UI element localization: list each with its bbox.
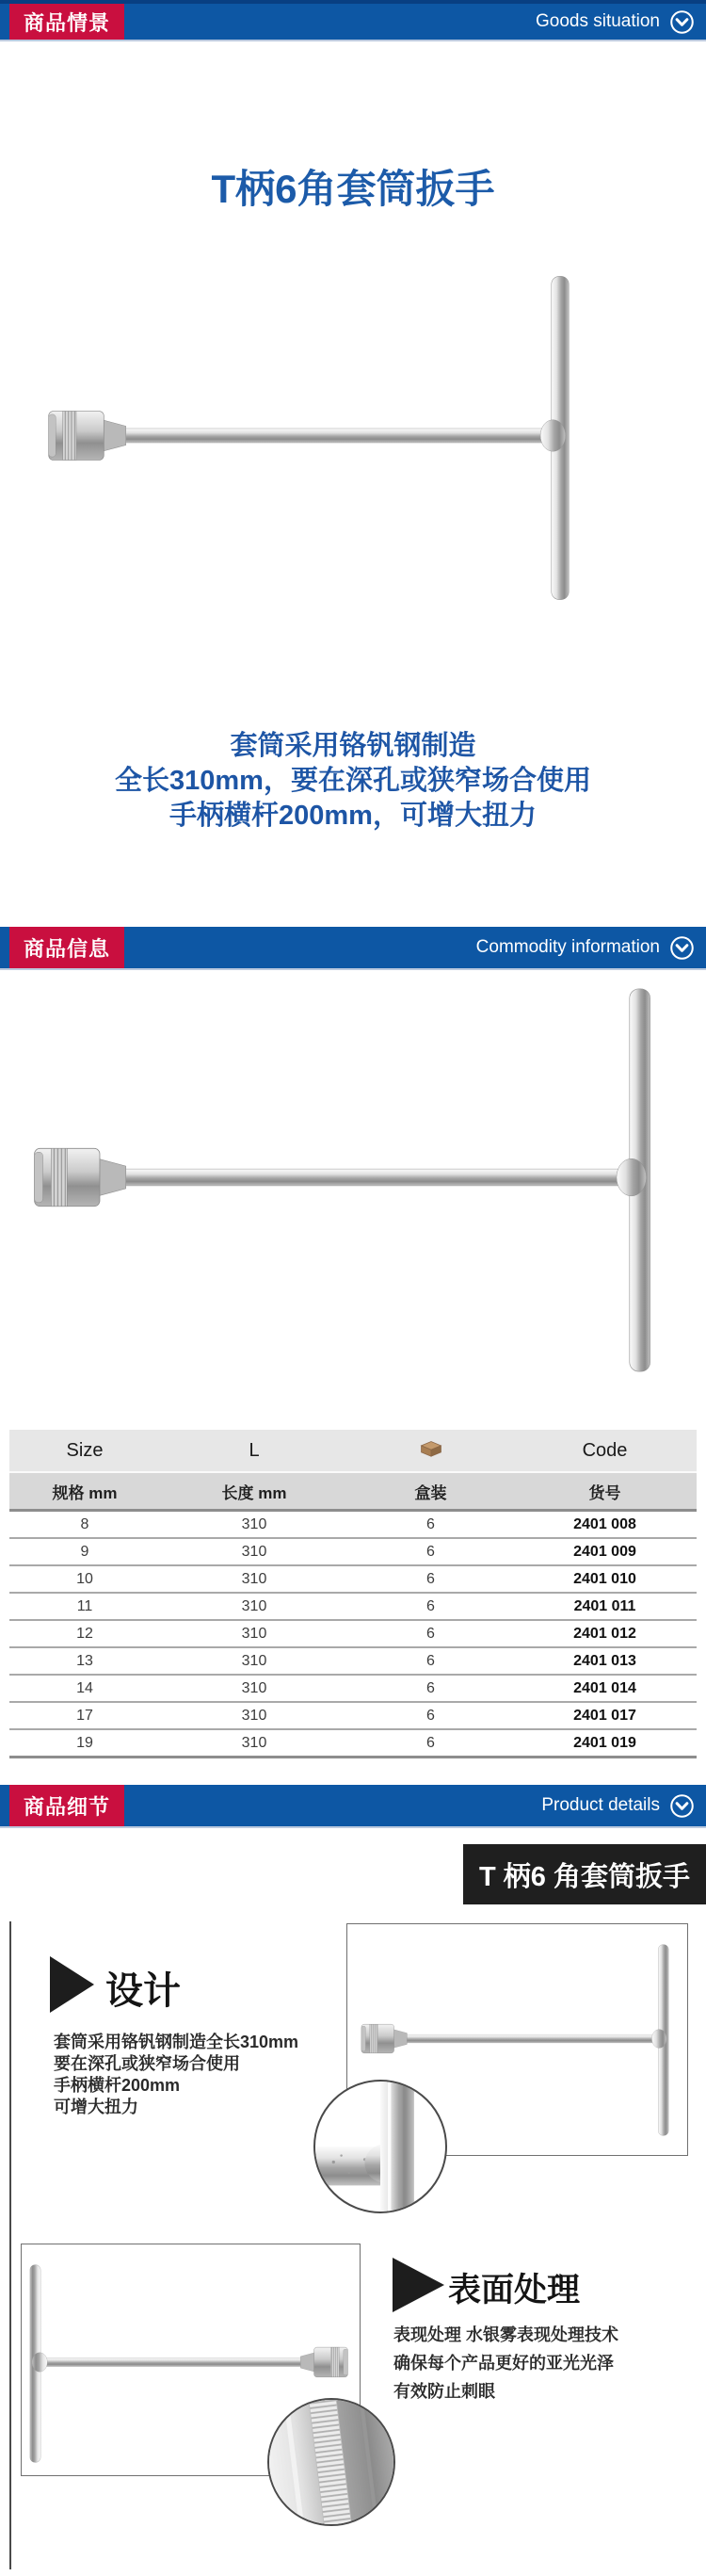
product-image-t-wrench bbox=[26, 975, 681, 1385]
section-header-details-en-label: Product details bbox=[541, 1795, 660, 1815]
product-image-t-wrench bbox=[42, 240, 594, 636]
col-length-en: L bbox=[160, 1430, 348, 1472]
design-line: 可增大扭力 bbox=[54, 2098, 138, 2116]
col-length-cn: 长度 mm bbox=[160, 1472, 348, 1511]
joint-zoom-detail bbox=[315, 2082, 445, 2211]
col-pack-icon-cell bbox=[348, 1430, 513, 1472]
description-line: 套筒采用铬钒钢制造 bbox=[230, 731, 476, 761]
col-code-cn: 货号 bbox=[513, 1472, 697, 1511]
details-product-label: T 柄6 角套筒扳手 bbox=[463, 1844, 706, 1904]
surface-title: 表面处理 bbox=[448, 2272, 581, 2309]
spec-table bbox=[9, 1430, 697, 1758]
table-header-cn bbox=[9, 1472, 697, 1511]
table-row: 9 310 6 2401 009 bbox=[9, 1538, 697, 1565]
table-row: 11 310 6 2401 011 bbox=[9, 1593, 697, 1620]
section-header-goods-cn-label: 商品情景 bbox=[9, 4, 124, 40]
product-title: T柄6角套筒扳手 bbox=[211, 167, 495, 211]
surface-marker-triangle-icon bbox=[393, 2258, 444, 2312]
table-row: 14 310 6 2401 014 bbox=[9, 1675, 697, 1702]
table-row: 12 310 6 2401 012 bbox=[9, 1620, 697, 1647]
col-pack-cn: 盒装 bbox=[348, 1472, 513, 1511]
table-row: 8 310 6 2401 008 bbox=[9, 1511, 697, 1539]
table-row: 10 310 6 2401 010 bbox=[9, 1565, 697, 1593]
table-row: 19 310 6 2401 019 bbox=[9, 1729, 697, 1758]
section-header-details-cn-label: 商品细节 bbox=[9, 1785, 124, 1826]
section-header-commodity[interactable] bbox=[0, 927, 706, 970]
surface-line: 表现处理 水银雾表现处理技术 bbox=[393, 2325, 618, 2344]
design-marker-triangle-icon bbox=[50, 1956, 94, 2013]
surface-line: 确保每个产品更好的亚光光泽 bbox=[393, 2354, 614, 2373]
section-header-commodity-cn-label: 商品信息 bbox=[9, 927, 124, 968]
knurl-zoom-detail bbox=[269, 2400, 393, 2524]
section-header-goods[interactable] bbox=[0, 0, 706, 41]
col-code-en: Code bbox=[513, 1430, 697, 1472]
carton-box-icon bbox=[418, 1438, 444, 1458]
joint-zoom-magnifier bbox=[313, 2080, 447, 2213]
design-line: 要在深孔或狭窄场合使用 bbox=[54, 2054, 240, 2073]
chevron-down-circle-icon[interactable] bbox=[669, 935, 695, 961]
details-left-rule bbox=[9, 1921, 11, 2569]
section-header-goods-en-label: Goods situation bbox=[535, 11, 660, 31]
surface-line: 有效防止刺眼 bbox=[393, 2382, 495, 2401]
table-row: 13 310 6 2401 013 bbox=[9, 1647, 697, 1675]
description-line: 手柄横杆200mm，可增大扭力 bbox=[169, 801, 537, 831]
knurl-zoom-magnifier bbox=[267, 2398, 395, 2526]
design-text bbox=[54, 2032, 298, 2118]
section-header-commodity-en-label: Commodity information bbox=[475, 937, 660, 957]
design-line: 手柄横杆200mm bbox=[54, 2076, 181, 2095]
table-header-en bbox=[9, 1430, 697, 1472]
table-row: 17 310 6 2401 017 bbox=[9, 1702, 697, 1729]
chevron-down-circle-icon[interactable] bbox=[669, 1793, 695, 1819]
chevron-down-circle-icon[interactable] bbox=[669, 9, 695, 35]
section-header-details[interactable] bbox=[0, 1785, 706, 1828]
design-line: 套筒采用铬钒钢制造全长310mm bbox=[54, 2033, 299, 2051]
design-title: 设计 bbox=[105, 1970, 181, 2012]
col-size-en: Size bbox=[9, 1430, 160, 1472]
surface-text bbox=[393, 2321, 618, 2406]
description-line: 全长310mm，要在深孔或狭窄场合使用 bbox=[115, 766, 591, 796]
product-description bbox=[0, 729, 706, 834]
col-size-cn: 规格 mm bbox=[9, 1472, 160, 1511]
